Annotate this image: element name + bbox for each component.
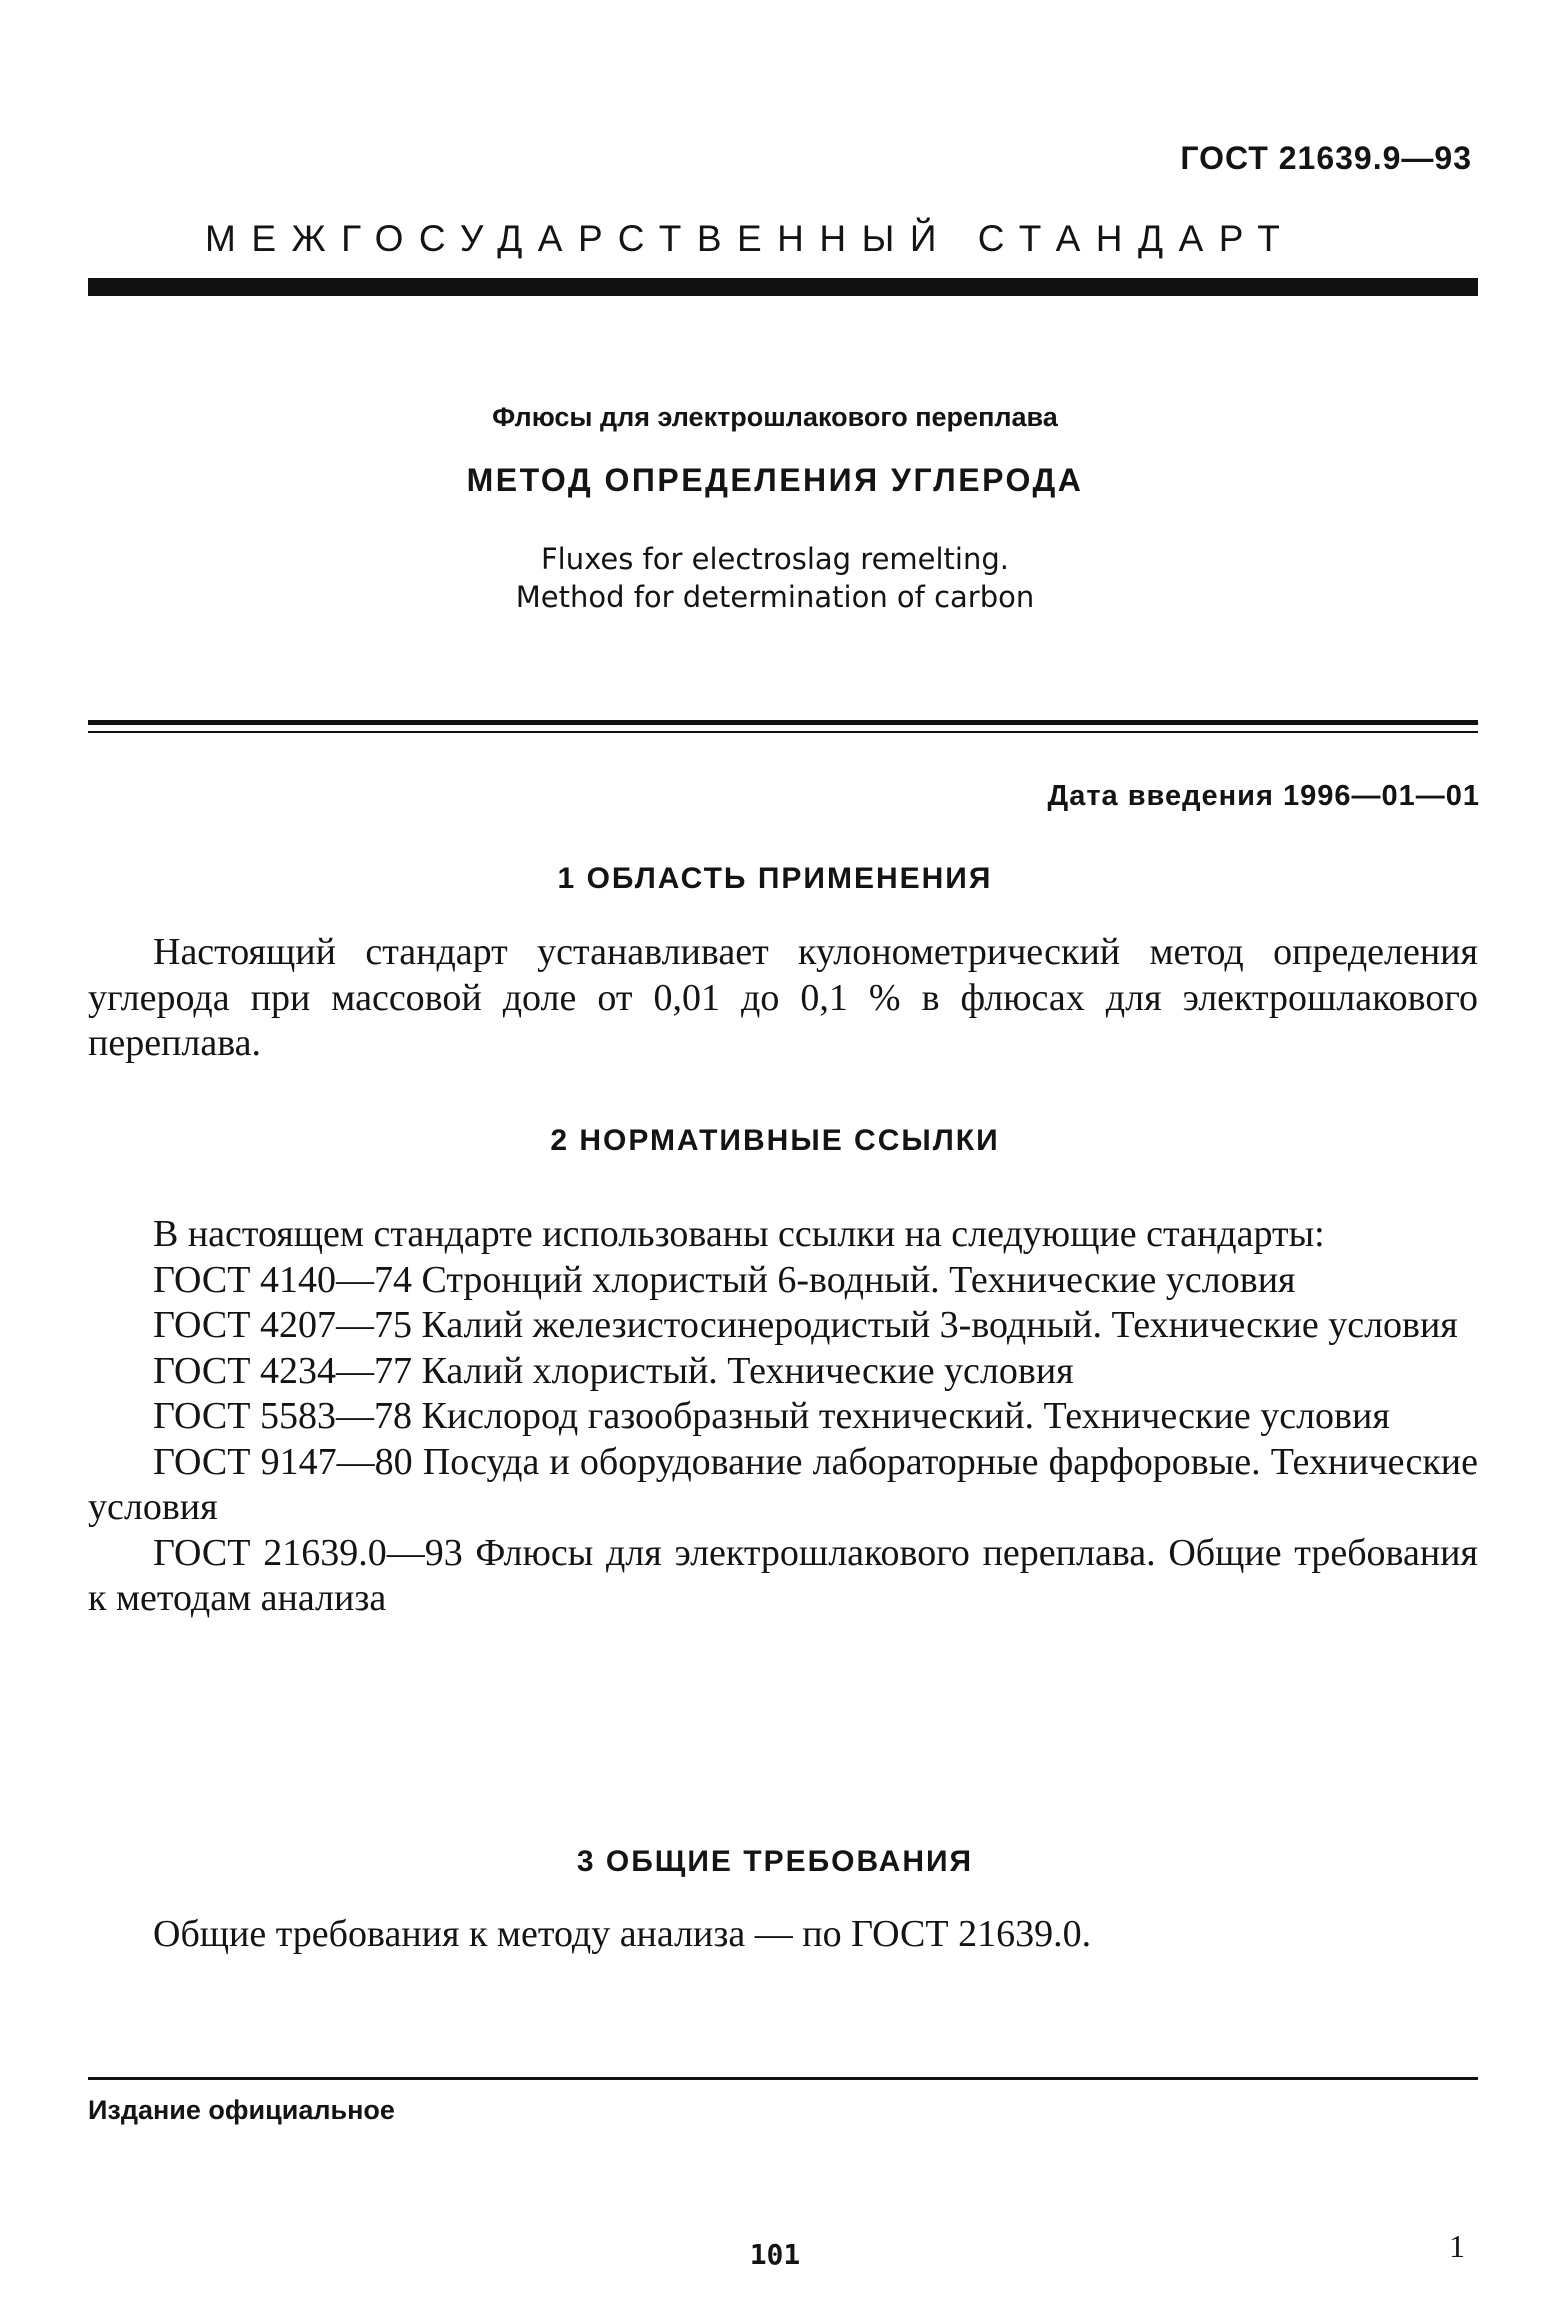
document-code: ГОСТ 21639.9—93 — [1180, 140, 1472, 176]
title-subject-ru: Флюсы для электрошлакового переплава — [492, 402, 1058, 432]
section-3-paragraph: Общие требования к методу анализа — по ГОСТ 21639.0. — [153, 1913, 1092, 1955]
sheet-number: 1 — [1449, 2228, 1465, 2264]
section-3-heading: 3 ОБЩИЕ ТРЕБОВАНИЯ — [576, 1845, 974, 1878]
section-1-paragraph: Настоящий стандарт устанавливает кулонометрический метод определения углерода при массовой доле от 0,01 до 0,1 % в флюсах для электрошлакового переплава. — [88, 931, 1478, 1064]
section-3-text — [88, 1912, 1478, 1958]
section-1-text — [88, 930, 1478, 1067]
reference-item: ГОСТ 4207—75 Калий железистосинеродистый 3-водный. Технические условия — [153, 1304, 1458, 1346]
reference-item: ГОСТ 21639.0—93 Флюсы для электрошлакового переплава. Общие требования к методам анализа — [88, 1531, 1478, 1619]
page-number: 101 — [749, 2238, 801, 2271]
title-subject-en: Fluxes for electroslag remelting. — [540, 542, 1009, 576]
references-intro: В настоящем стандарте использованы ссылки на следующие стандарты: — [153, 1213, 1325, 1255]
official-edition-label: Издание официальное — [88, 2095, 395, 2125]
section-1-heading: 1 ОБЛАСТЬ ПРИМЕНЕНИЯ — [557, 862, 993, 895]
introduction-date: Дата введения 1996—01—01 — [1047, 780, 1480, 812]
interstate-standard-label: МЕЖГОСУДАРСТВЕННЫЙ СТАНДАРТ — [205, 218, 1296, 259]
reference-item: ГОСТ 9147—80 Посуда и оборудование лабораторные фарфоровые. Технические условия — [88, 1440, 1478, 1528]
footer-rule — [88, 2077, 1478, 2080]
reference-item: ГОСТ 4140—74 Стронций хлористый 6-водный. Технические условия — [153, 1258, 1296, 1301]
reference-item: ГОСТ 5583—78 Кислород газообразный технический. Технические условия — [153, 1395, 1390, 1437]
header-rule — [88, 278, 1478, 296]
title-method-en: Method for determination of carbon — [515, 580, 1035, 614]
title-rule-thin — [88, 731, 1478, 733]
title-rule — [88, 720, 1478, 725]
section-2-heading: 2 НОРМАТИВНЫЕ ССЫЛКИ — [550, 1124, 1000, 1157]
title-method-ru: МЕТОД ОПРЕДЕЛЕНИЯ УГЛЕРОДА — [466, 462, 1084, 498]
normative-references — [88, 1212, 1478, 1622]
title-english — [0, 540, 1550, 616]
reference-item: ГОСТ 4234—77 Калий хлористый. Технические условия — [153, 1349, 1074, 1392]
